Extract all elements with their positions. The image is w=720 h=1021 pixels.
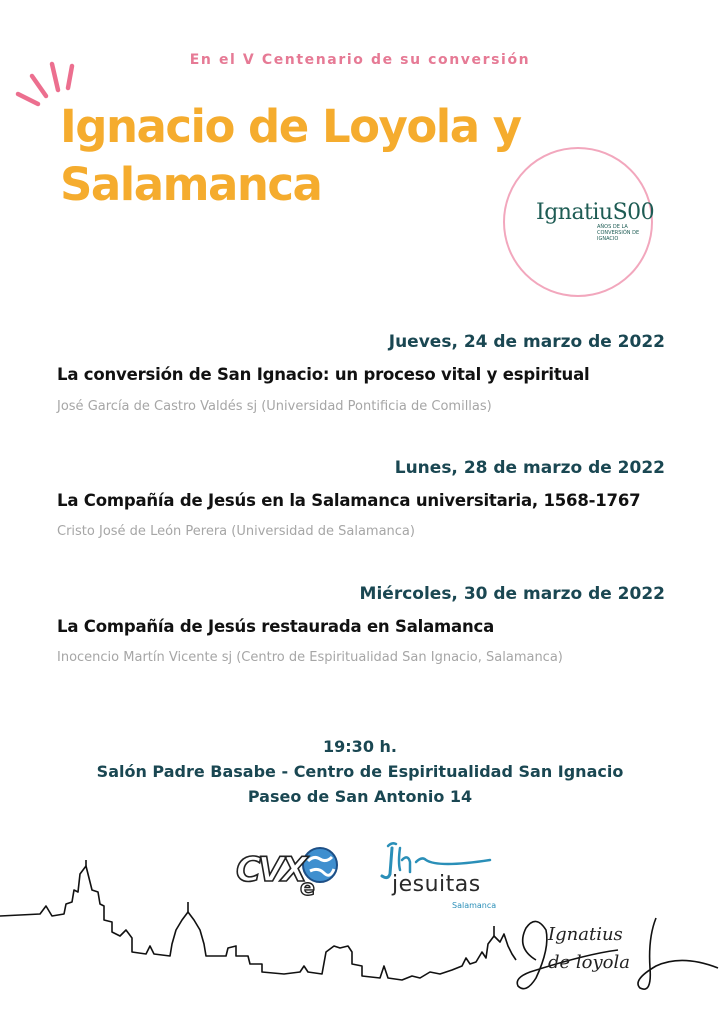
event-date: Lunes, 28 de marzo de 2022 xyxy=(394,458,665,478)
venue-place: Salón Padre Basabe - Centro de Espiritualidad San Ignacio xyxy=(96,762,624,781)
event-speaker: Inocencio Martín Vicente sj (Centro de Espiritualidad San Ignacio, Salamanca) xyxy=(57,650,563,665)
event-time: 19:30 h. xyxy=(323,737,397,756)
page-title xyxy=(60,98,580,214)
event-speaker: Cristo José de León Perera (Universidad de Salamanca) xyxy=(57,524,415,539)
event-speaker: José García de Castro Valdés sj (Universidad Pontificia de Comillas) xyxy=(57,399,492,414)
jesuitas-logo-text: jesuitas xyxy=(392,872,481,897)
title-line-1: Ignacio de Loyola y xyxy=(60,100,521,153)
centenary-subtitle: En el V Centenario de su conversión xyxy=(189,52,531,68)
venue-address: Paseo de San Antonio 14 xyxy=(247,787,473,806)
signature-line-2: de loyola xyxy=(548,952,630,973)
event-title: La Compañía de Jesús restaurada en Salamanca xyxy=(57,617,495,636)
title-line-2: Salamanca xyxy=(60,158,322,211)
event-date: Miércoles, 30 de marzo de 2022 xyxy=(359,584,665,604)
event-date: Jueves, 24 de marzo de 2022 xyxy=(388,332,665,352)
signature-line-1: Ignatius xyxy=(548,924,623,945)
badge-caption: AÑOS DE LA CONVERSIÓN DE IGNACIO xyxy=(597,224,640,242)
cvx-logo: CVX xyxy=(236,850,305,890)
event-title: La Compañía de Jesús en la Salamanca universitaria, 1568-1767 xyxy=(57,491,641,510)
venue-block xyxy=(0,734,720,809)
badge-logo-text: IgnatiuS00 xyxy=(536,200,655,225)
event-title: La conversión de San Ignacio: un proceso vital y espiritual xyxy=(57,365,590,384)
cvx-e-mark: e xyxy=(300,876,315,901)
jesuitas-city: Salamanca xyxy=(452,901,497,910)
